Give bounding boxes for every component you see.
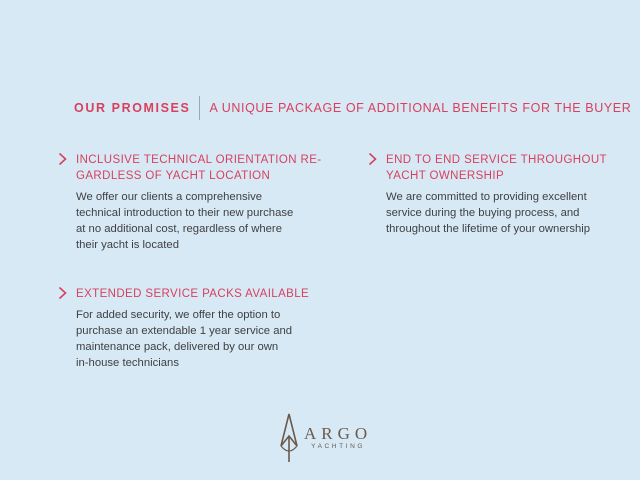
argo-logo-mark-icon [278,412,300,464]
promise-description: We are committed to providing excellent service during the buying process, and throughout the lifetime of your ownership [386,191,591,235]
promise-title: EXTENDED SERVICE PACKS AVAILABLE [76,288,310,300]
logo-wordmark [304,425,372,451]
promise-item [76,152,326,253]
chevron-right-icon [58,286,67,304]
logo-name: ARGO [304,424,373,443]
section-header [74,96,631,120]
section-title: OUR PROMISES [74,101,191,115]
logo-tagline: YACHTING [311,443,366,450]
promise-title: END TO END SERVICE THROUGHOUT YACHT OWNERSHIP [386,154,607,182]
brand-logo [278,412,372,464]
promise-description: We offer our clients a comprehensive technical introduction to their new purchase at no additional cost, regardless of where their yacht is located [76,191,294,251]
chevron-right-icon [58,152,67,170]
promise-item [386,152,636,237]
section-subtitle: A UNIQUE PACKAGE OF ADDITIONAL BENEFITS FOR THE BUYER [209,101,632,115]
header-divider [199,96,200,120]
chevron-right-icon [368,152,377,170]
promise-title: INCLUSIVE TECHNICAL ORIENTATION RE- GARDLESS OF YACHT LOCATION [76,154,322,182]
promise-item [76,286,326,371]
promise-description: For added security, we offer the option to purchase an extendable 1 year service and maintenance pack, delivered by our own in-house technicians [76,309,293,369]
